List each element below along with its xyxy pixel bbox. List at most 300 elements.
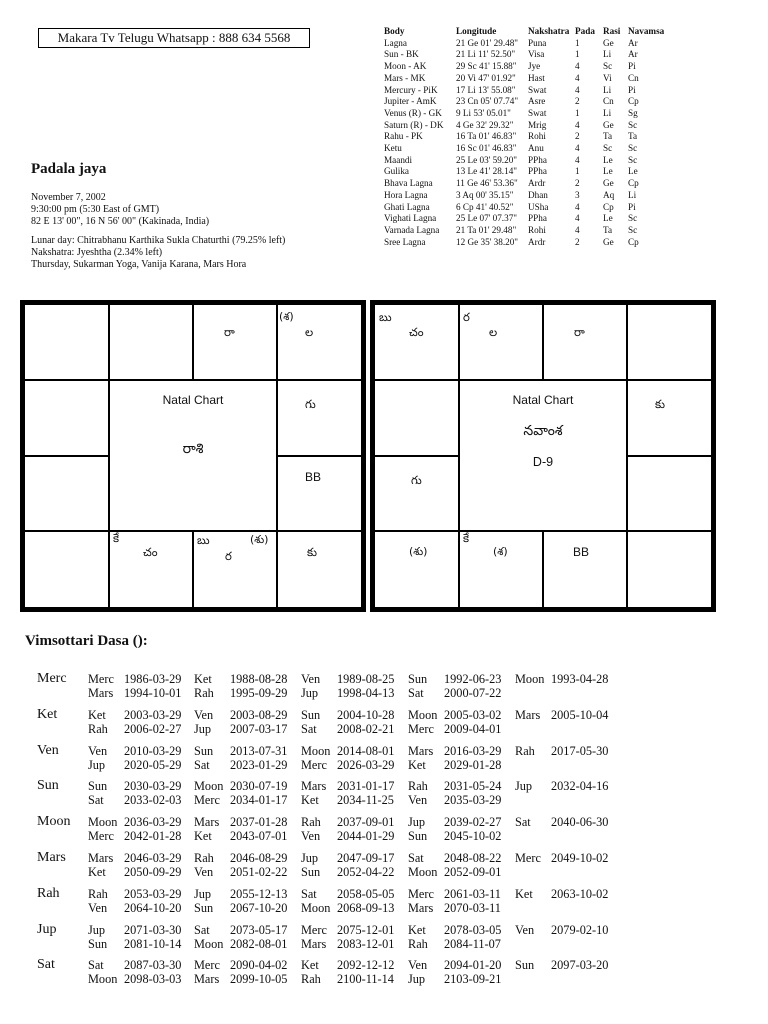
dasa-entry — [194, 887, 287, 901]
planet-row — [384, 120, 684, 132]
planet-row — [384, 143, 684, 155]
dasa-entry-date: 2037-01-28 — [230, 815, 288, 830]
planet-cell-longitude: 16 Sc 01' 46.83" — [456, 143, 517, 154]
dasa-entry-planet: Ket — [194, 672, 212, 686]
dasa-entry-date: 2040-06-30 — [551, 815, 609, 830]
planet-row — [384, 61, 684, 73]
dasa-entry-date: 1992-06-23 — [444, 672, 502, 686]
dasa-entry — [301, 708, 394, 722]
planet-cell-body: Rahu - PK — [384, 131, 423, 142]
dasa-entry-planet: Ven — [408, 958, 428, 973]
planet-cell-body: Moon - AK — [384, 61, 427, 72]
dasa-entry — [88, 851, 181, 865]
navamsa-pisces-moon: చం — [409, 325, 424, 339]
planet-cell-navamsa: Sg — [628, 107, 638, 118]
dasa-entry-planet: Mars — [88, 686, 114, 700]
dasa-entry — [88, 708, 181, 722]
planet-cell-navamsa: Sc — [628, 213, 638, 224]
dasa-entry — [194, 708, 287, 722]
dasa-entry-planet: Jup — [301, 686, 319, 700]
dasa-entry — [408, 815, 501, 829]
dasa-entry — [408, 923, 501, 937]
dasa-entry-date: 2003-03-29 — [124, 707, 182, 722]
navamsa-capricorn-jupiter: గు — [411, 473, 422, 487]
planet-cell-rasi: Le — [603, 213, 613, 224]
dasa-entry-planet: Sat — [301, 886, 317, 901]
dasa-entry-planet: Ven — [194, 865, 214, 879]
birth-place: 82 E 13' 00", 16 N 56' 00" (Kakinada, India) — [31, 216, 210, 227]
navamsa-chart-subtitle: నవాంశ — [523, 423, 563, 439]
dasa-entry — [88, 972, 181, 986]
dasa-entry — [301, 901, 394, 915]
dasa-entry — [408, 672, 501, 686]
dasa-entry — [515, 779, 608, 793]
planet-cell-pada: 2 — [575, 236, 580, 247]
dasa-entry-date: 2081-10-14 — [124, 936, 182, 951]
dasa-entry-planet: Sat — [301, 721, 317, 736]
dasa-entry-planet: Ket — [408, 757, 426, 772]
dasa-entry-date: 2007-03-17 — [230, 721, 288, 736]
planet-cell-nakshatra: Ardr — [528, 236, 546, 247]
dasa-entry-planet: Sun — [301, 707, 321, 722]
dasa-entry — [88, 887, 181, 901]
dasa-entry-planet: Sun — [88, 779, 108, 794]
planet-cell-longitude: 29 Sc 41' 15.88" — [456, 61, 517, 72]
dasa-entry — [194, 672, 287, 686]
planet-cell-nakshatra: Rohi — [528, 224, 546, 235]
planet-cell-longitude: 21 Ge 01' 29.48" — [456, 37, 519, 48]
planet-cell-pada: 4 — [575, 61, 580, 72]
dasa-entry — [194, 972, 287, 986]
planet-cell-longitude: 11 Ge 46' 53.36" — [456, 178, 518, 189]
dasa-entry-planet: Jup — [88, 922, 106, 937]
dasa-entry-planet: Moon — [408, 865, 438, 879]
dasa-entry — [194, 758, 287, 772]
dasa-entry-date: 2052-09-01 — [444, 865, 502, 879]
planet-row — [384, 108, 684, 120]
dasa-entry — [301, 887, 394, 901]
dasa-entry — [88, 901, 181, 915]
dasa-entry-planet: Rah — [408, 936, 428, 951]
dasa-entry-planet: Merc — [194, 793, 220, 808]
planet-cell-nakshatra: Visa — [528, 49, 545, 60]
rasi-chart-title: Natal Chart — [162, 393, 224, 407]
dasa-entry — [88, 865, 181, 879]
yoga-info: Thursday, Sukarman Yoga, Vanija Karana, Mars Hora — [31, 259, 247, 270]
dasa-entry — [408, 972, 501, 986]
planet-cell-longitude: 21 Ta 01' 29.48" — [456, 224, 517, 235]
dasa-entry-date: 1986-03-29 — [124, 672, 182, 686]
dasa-entry-date: 2067-10-20 — [230, 900, 288, 915]
dasa-entry — [194, 923, 287, 937]
dasa-entry-date: 2046-03-29 — [124, 851, 182, 865]
dasa-entry-planet: Mars — [194, 815, 220, 830]
dasa-group-label: Sun — [37, 778, 59, 794]
header-longitude: Longitude — [456, 26, 497, 36]
dasa-entry-planet: Mars — [408, 900, 434, 915]
dasa-entry — [301, 937, 394, 951]
rasi-taurus-saturn: (శ) — [279, 310, 294, 323]
dasa-entry — [515, 887, 608, 901]
dasa-entry — [194, 901, 287, 915]
dasa-entry-date: 2031-01-17 — [337, 779, 395, 794]
dasa-entry-date: 2005-10-04 — [551, 707, 609, 722]
navamsa-pisces-mercury: బు — [379, 310, 392, 324]
planet-cell-body: Gulika — [384, 166, 410, 177]
planet-cell-rasi: Ta — [603, 131, 613, 142]
dasa-entry-planet: Jup — [515, 779, 533, 794]
dasa-entry-planet: Merc — [88, 672, 114, 686]
dasa-entry-date: 2090-04-02 — [230, 958, 288, 973]
dasa-entry — [301, 923, 394, 937]
dasa-entry-date: 2082-08-01 — [230, 936, 288, 951]
dasa-entry — [194, 779, 287, 793]
dasa-entry-planet: Mars — [301, 779, 327, 794]
dasa-entry-date: 1998-04-13 — [337, 686, 395, 700]
dasa-entry-date: 2097-03-20 — [551, 958, 609, 973]
dasa-entry-date: 2004-10-28 — [337, 707, 395, 722]
navamsa-aries-sun: ర — [463, 310, 470, 324]
dasa-entry-planet: Merc — [301, 757, 327, 772]
dasa-entry — [88, 829, 181, 843]
dasa-entry-planet: Sat — [408, 851, 424, 865]
dasa-entry-planet: Sat — [194, 757, 210, 772]
dasa-entry-planet: Sun — [515, 958, 535, 973]
header-nakshatra: Nakshatra — [528, 26, 570, 36]
planet-cell-pada: 1 — [575, 107, 580, 118]
planet-cell-nakshatra: Hast — [528, 72, 545, 83]
dasa-entry — [408, 793, 501, 807]
dasa-entry-planet: Mars — [408, 743, 434, 758]
dasa-entry-planet: Ket — [515, 886, 533, 901]
dasa-entry — [301, 722, 394, 736]
dasa-entry — [301, 958, 394, 972]
dasa-group-label: Rah — [37, 885, 60, 901]
dasa-entry-planet: Ket — [301, 958, 319, 973]
planet-cell-rasi: Aq — [603, 189, 615, 200]
planet-row — [384, 178, 684, 190]
dasa-entry-planet: Ket — [408, 922, 426, 937]
rasi-gemini-jupiter: గు — [305, 397, 316, 411]
dasa-entry-date: 2068-09-13 — [337, 900, 395, 915]
dasa-entry-date: 2075-12-01 — [337, 922, 395, 937]
dasa-entry-date: 2029-01-28 — [444, 757, 502, 772]
navamsa-aries-lagna: ల — [489, 325, 498, 339]
planet-table — [384, 26, 684, 248]
planet-cell-rasi: Sc — [603, 61, 613, 72]
planet-cell-pada: 1 — [575, 166, 580, 177]
dasa-entry-date: 2013-07-31 — [230, 743, 288, 758]
dasa-entry-date: 2058-05-05 — [337, 886, 395, 901]
planet-cell-nakshatra: PPha — [528, 154, 547, 165]
dasa-entry-date: 2099-10-05 — [230, 972, 288, 987]
dasa-entry-date: 2008-02-21 — [337, 721, 395, 736]
header-rasi: Rasi — [603, 26, 621, 36]
dasa-entry-planet: Ven — [88, 743, 108, 758]
dasa-entry-date: 2034-11-25 — [337, 793, 394, 808]
dasa-entry-planet: Ket — [194, 829, 212, 844]
dasa-entry-date: 2030-03-29 — [124, 779, 182, 794]
planet-cell-pada: 2 — [575, 178, 580, 189]
planet-cell-longitude: 3 Aq 00' 35.15" — [456, 189, 514, 200]
dasa-entry-date: 2084-11-07 — [444, 936, 501, 951]
planet-cell-nakshatra: USha — [528, 201, 549, 212]
planet-cell-body: Bhava Lagna — [384, 178, 433, 189]
navamsa-cancer-mars: కు — [655, 397, 665, 411]
dasa-entry-date: 2016-03-29 — [444, 743, 502, 758]
dasa-entry-date: 2078-03-05 — [444, 922, 502, 937]
planet-cell-nakshatra: Anu — [528, 143, 544, 154]
dasa-entry-date: 1993-04-28 — [551, 672, 609, 686]
dasa-entry — [88, 744, 181, 758]
dasa-entry-date: 2023-01-29 — [230, 757, 288, 772]
dasa-entry-date: 2073-05-17 — [230, 922, 288, 937]
planet-cell-rasi: Ge — [603, 119, 614, 130]
birth-date: November 7, 2002 — [31, 192, 106, 203]
dasa-entry-planet: Rah — [515, 743, 535, 758]
dasa-entry-date: 2003-08-29 — [230, 707, 288, 722]
dasa-entry — [515, 851, 608, 865]
dasa-entry-planet: Merc — [408, 886, 434, 901]
dasa-entry-planet: Merc — [301, 922, 327, 937]
dasa-entry — [301, 972, 394, 986]
dasa-entry-date: 2036-03-29 — [124, 815, 182, 830]
dasa-entry-planet: Moon — [88, 972, 118, 987]
planet-cell-rasi: Ge — [603, 37, 614, 48]
planet-cell-rasi: Li — [603, 107, 612, 118]
dasa-entry — [88, 937, 181, 951]
planet-cell-longitude: 12 Ge 35' 38.20" — [456, 236, 519, 247]
planet-cell-body: Sun - BK — [384, 49, 419, 60]
dasa-entry — [88, 923, 181, 937]
dasa-entry-planet: Ket — [88, 865, 106, 879]
dasa-entry — [408, 937, 501, 951]
dasa-entry — [194, 686, 287, 700]
dasa-entry-date: 2064-10-20 — [124, 900, 182, 915]
dasa-entry — [194, 865, 287, 879]
dasa-entry — [301, 744, 394, 758]
dasa-entry-planet: Jup — [408, 972, 426, 987]
planet-cell-navamsa: Pi — [628, 201, 636, 212]
dasa-entry — [88, 958, 181, 972]
dasa-entry-planet: Mars — [88, 851, 114, 865]
dasa-entry-date: 2051-02-22 — [230, 865, 288, 879]
dasa-entry-planet: Rah — [88, 721, 108, 736]
dasa-entry-planet: Moon — [301, 743, 331, 758]
rasi-virgo-mars: కు — [307, 545, 317, 559]
planet-cell-longitude: 21 Li 11' 52.50" — [456, 49, 516, 60]
dasa-entry — [194, 793, 287, 807]
dasa-entry-date: 2087-03-30 — [124, 958, 182, 973]
planet-table-header — [384, 26, 684, 38]
dasa-entry — [301, 686, 394, 700]
dasa-entry-date: 2035-03-29 — [444, 793, 502, 808]
dasa-entry-date: 2000-07-22 — [444, 686, 502, 700]
dasa-group-label: Ven — [37, 742, 59, 758]
planet-cell-pada: 4 — [575, 72, 580, 83]
dasa-entry-date: 2031-05-24 — [444, 779, 502, 794]
dasa-entry-date: 2070-03-11 — [444, 900, 501, 915]
planet-row — [384, 202, 684, 214]
dasa-entry-date: 2092-12-12 — [337, 958, 395, 973]
navamsa-chart-division: D-9 — [532, 455, 554, 469]
dasa-entry-date: 2044-01-29 — [337, 829, 395, 844]
planet-cell-pada: 1 — [575, 49, 580, 60]
navamsa-sagittarius-venus: (శు) — [409, 545, 428, 558]
dasa-entry — [301, 815, 394, 829]
planet-cell-navamsa: Cp — [628, 96, 639, 107]
planet-cell-nakshatra: Asre — [528, 96, 546, 107]
planet-cell-rasi: Vi — [603, 72, 612, 83]
dasa-title: Vimsottari Dasa (): — [25, 633, 148, 649]
planet-cell-navamsa: Sc — [628, 119, 638, 130]
dasa-entry — [194, 937, 287, 951]
planet-row — [384, 49, 684, 61]
dasa-entry-planet: Sun — [88, 936, 108, 951]
dasa-entry-date: 2039-02-27 — [444, 815, 502, 830]
dasa-entry-planet: Ven — [301, 672, 321, 686]
dasa-entry-date: 2071-03-30 — [124, 922, 182, 937]
dasa-entry-date: 2026-03-29 — [337, 757, 395, 772]
dasa-entry-date: 2055-12-13 — [230, 886, 288, 901]
rasi-cancer-bb: BB — [305, 470, 322, 484]
dasa-entry — [515, 815, 608, 829]
dasa-entry-date: 2043-07-01 — [230, 829, 288, 844]
dasa-entry-date: 1994-10-01 — [124, 686, 182, 700]
dasa-entry — [88, 779, 181, 793]
planet-cell-rasi: Sc — [603, 143, 613, 154]
dasa-entry — [301, 779, 394, 793]
dasa-entry-planet: Sat — [194, 922, 210, 937]
dasa-entry-date: 2005-03-02 — [444, 707, 502, 722]
navamsa-scorpio-saturn: (శ) — [493, 545, 508, 558]
planet-row — [384, 225, 684, 237]
navamsa-libra-bb: BB — [573, 545, 590, 559]
dasa-entry-planet: Moon — [194, 936, 224, 951]
planet-cell-pada: 4 — [575, 201, 580, 212]
dasa-entry-planet: Ven — [88, 900, 108, 915]
dasa-entry — [301, 672, 394, 686]
dasa-entry — [408, 744, 501, 758]
planet-cell-body: Venus (R) - GK — [384, 107, 442, 118]
dasa-entry-planet: Ket — [301, 793, 319, 808]
planet-cell-pada: 4 — [575, 154, 580, 165]
planet-cell-navamsa: Ar — [628, 37, 638, 48]
planet-row — [384, 155, 684, 167]
planet-cell-longitude: 25 Le 07' 07.37" — [456, 213, 518, 224]
dasa-entry-planet: Rah — [194, 851, 214, 865]
dasa-entry-date: 2034-01-17 — [230, 793, 288, 808]
planet-cell-nakshatra: Ardr — [528, 178, 546, 189]
planet-cell-pada: 3 — [575, 189, 580, 200]
planet-row — [384, 190, 684, 202]
dasa-entry-date: 2049-10-02 — [551, 851, 609, 865]
rasi-libra-mercury: బు — [197, 533, 210, 547]
dasa-entry-planet: Sun — [408, 672, 428, 686]
navamsa-scorpio-ketu: కే — [463, 531, 470, 545]
planet-cell-rasi: Li — [603, 49, 612, 60]
dasa-entry-date: 2033-02-03 — [124, 793, 182, 808]
dasa-entry-planet: Ven — [194, 707, 214, 722]
dasa-entry-planet: Ven — [301, 829, 321, 844]
rasi-scorpio-ketu: కే — [113, 531, 120, 545]
dasa-entry — [194, 958, 287, 972]
planet-cell-body: Lagna — [384, 37, 407, 48]
planet-cell-longitude: 17 Li 13' 55.08" — [456, 84, 516, 95]
dasa-entry-date: 1995-09-29 — [230, 686, 288, 700]
planet-cell-navamsa: Cn — [628, 72, 639, 83]
rasi-libra-sun: ర — [225, 549, 232, 563]
planet-cell-pada: 2 — [575, 96, 580, 107]
planet-cell-body: Varnada Lagna — [384, 224, 440, 235]
rasi-scorpio-moon: చం — [143, 545, 158, 559]
planet-cell-nakshatra: Rohi — [528, 131, 546, 142]
dasa-entry-planet: Sun — [194, 743, 214, 758]
planet-cell-navamsa: Ta — [628, 131, 638, 142]
dasa-entry-planet: Moon — [301, 900, 331, 915]
dasa-entry-planet: Ket — [88, 707, 106, 722]
planet-cell-longitude: 13 Le 41' 28.14" — [456, 166, 518, 177]
dasa-entry-planet: Mars — [194, 972, 220, 987]
dasa-entry-planet: Jup — [194, 721, 212, 736]
planet-cell-navamsa: Li — [628, 189, 637, 200]
dasa-entry — [408, 758, 501, 772]
dasa-group-label: Ket — [37, 706, 58, 722]
dasa-entry-planet: Sun — [194, 900, 214, 915]
planet-cell-nakshatra: PPha — [528, 166, 547, 177]
planet-cell-navamsa: Ar — [628, 49, 638, 60]
dasa-entry — [88, 722, 181, 736]
planet-cell-body: Saturn (R) - DK — [384, 119, 444, 130]
navamsa-chart-title: Natal Chart — [512, 393, 574, 407]
dasa-entry — [301, 793, 394, 807]
dasa-entry-planet: Merc — [515, 851, 541, 865]
dasa-entry-planet: Sat — [408, 686, 424, 700]
dasa-entry-planet: Merc — [88, 829, 114, 844]
dasa-entry-date: 2006-02-27 — [124, 721, 182, 736]
dasa-entry — [88, 672, 181, 686]
dasa-entry-planet: Moon — [408, 707, 438, 722]
dasa-entry-date: 2037-09-01 — [337, 815, 395, 830]
dasa-entry-date: 2017-05-30 — [551, 743, 609, 758]
dasa-entry — [408, 851, 501, 865]
dasa-entry-date: 2050-09-29 — [124, 865, 182, 879]
planet-cell-pada: 4 — [575, 213, 580, 224]
dasa-entry-planet: Merc — [408, 721, 434, 736]
header-navamsa: Navamsa — [628, 26, 665, 36]
dasa-entry — [408, 779, 501, 793]
planet-cell-rasi: Cp — [603, 201, 614, 212]
dasa-group-label: Moon — [37, 814, 71, 830]
dasa-entry-planet: Sun — [301, 865, 321, 879]
dasa-entry-planet: Moon — [515, 672, 545, 686]
planet-cell-nakshatra: Puna — [528, 37, 547, 48]
planet-cell-body: Mars - MK — [384, 72, 426, 83]
dasa-entry-planet: Rah — [194, 686, 214, 700]
navamsa-chart — [370, 300, 716, 612]
rasi-libra-venus: (శు) — [250, 533, 269, 546]
dasa-entry — [408, 901, 501, 915]
dasa-entry — [88, 815, 181, 829]
planet-cell-longitude: 25 Le 03' 59.20" — [456, 154, 518, 165]
dasa-entry — [88, 758, 181, 772]
planet-cell-navamsa: Pi — [628, 84, 636, 95]
planet-cell-rasi: Ta — [603, 224, 613, 235]
planet-row — [384, 213, 684, 225]
dasa-entry-planet: Rah — [301, 972, 321, 987]
planet-cell-navamsa: Sc — [628, 154, 638, 165]
dasa-entry-planet: Sat — [88, 793, 104, 808]
